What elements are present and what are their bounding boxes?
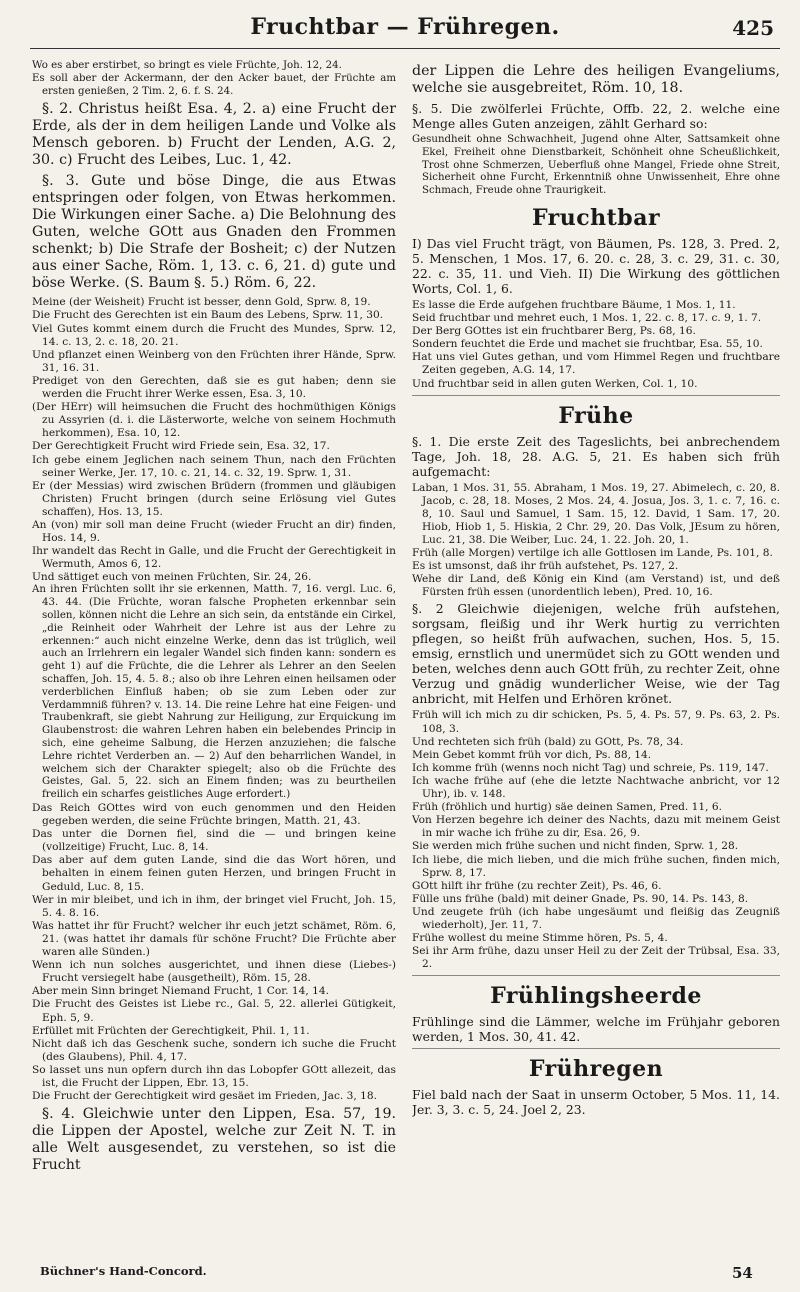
section-divider	[412, 975, 780, 976]
quotation: Und zeugete früh (ich habe ungesäumt und fleißig das Zeugniß wiederholt), Jer. 11, 7.	[412, 905, 780, 931]
quotation: Mein Gebet kommt früh vor dich, Ps. 88, 14.	[412, 748, 652, 761]
right-column	[412, 60, 780, 1260]
quotation: Und pflanzet einen Weinberg von den Früchten ihrer Hände, Sprw. 31, 16. 31.	[32, 348, 396, 374]
section-divider	[412, 395, 780, 396]
quotation: Wehe dir Land, deß König ein Kind (am Verstand) ist, und deß Fürsten früh essen (unordentlich leben), Pred. 10, 16.	[412, 573, 780, 599]
quotation: Frühe wollest du meine Stimme hören, Ps. 5, 4.	[412, 932, 668, 945]
quotation: Und sättiget euch von meinen Früchten, Sir. 24, 26.	[32, 571, 312, 584]
quotation: An (von) mir soll man deine Frucht (wieder Frucht an dir) finden, Hos. 14, 9.	[32, 518, 396, 545]
headword-fruchtbar: Fruchtbar	[531, 204, 661, 231]
quotation-commentary: An ihren Früchten sollt ihr sie erkennen, Matth. 7, 16. vergl. Luc. 6, 43. 44. (Die Früchte, woran falsche Propheten erkennbar sein sollen, können nicht die Lehre an sich sein, da entstände ein Cirkel, „die Reinheit oder Wahrheit der Lehre ist aus der Lehre zu erkennen:“ auch nicht einzelne Werke, denn das ist trüglich, weil auch an Irrlehrern ein legaler Wandel sich finden kann: sondern es geht 1) auf die Früchte, die die Lehrer als Lehrer an den Seelen schaffen, Joh. 15, 4. 5. 8.; also ob ihre Lehren einen heilsamen oder verderblichen Einfluß haben; ob sie zum Leben oder zur Verdammniß führen? v. 13. 14. Die reine Lehre hat eine Feigen- und Traubenkraft, sie giebt Nahrung zur Heiligung, zur Erquickung im Glaubenstrost: die wahren Lehren haben ein belebendes Princip in sich, eine geheime Salbung, die Herzen anzuziehen; die falsche Lehre richtet Verderben an. — 2) Auf den beharrlichen Wandel, in welchem sich der Charakter spiegelt; also ob die Früchte des Geistes, Gal. 5, 22. sich an Einem finden; was zu beurtheilen freilich ein scharfes geistliches Auge erfordert.)	[32, 584, 396, 801]
quotation: Von Herzen begehre ich deiner des Nachts, dazu mit meinem Geist in mir wache ich frühe zu dir, Esa. 26, 9.	[412, 814, 780, 840]
page-number: 425	[732, 16, 774, 40]
entry-paragraph: Es soll aber der Ackermann, der den Acker bauet, der Früchte am ersten genießen, 2 Tim. 2, 6. f. S. 24.	[32, 72, 396, 97]
quotation: Ich gebe einem Jeglichen nach seinem Thun, nach den Früchten seiner Werke, Jer. 17, 10. c. 21, 14. c. 32, 19. Sprw. 1, 31.	[32, 453, 396, 479]
page-header	[30, 12, 780, 49]
left-column	[32, 60, 396, 1238]
quotation: Sie werden mich frühe suchen und nicht finden, Sprw. 1, 28.	[412, 840, 739, 853]
quotation: Ich komme früh (wenns noch nicht Tag) und schreie, Ps. 119, 147.	[412, 761, 769, 774]
sheet-number: 54	[732, 1264, 753, 1282]
printer-signature: Büchner's Hand-Concord.	[40, 1264, 207, 1278]
quotation: Meine (der Weisheit) Frucht ist besser, denn Gold, Sprw. 8, 19.	[32, 296, 371, 309]
quotation: Es lasse die Erde aufgehen fruchtbare Bäume, 1 Mos. 1, 11.	[412, 298, 736, 311]
quotation: Wer in mir bleibet, und ich in ihm, der bringet viel Frucht, Joh. 15, 5. 4. 8. 16.	[32, 893, 396, 919]
quotation: Ich wache frühe auf (ehe die letzte Nachtwache anbricht, vor 12 Uhr), ib. v. 148.	[412, 774, 780, 801]
quotation: So lasset uns nun opfern durch ihn das Lobopfer GOtt allezeit, das ist, die Frucht der Lippen, Ebr. 13, 15.	[32, 1063, 396, 1089]
definition-paragraph: I) Das viel Frucht trägt, von Bäumen, Ps. 128, 3. Pred. 2, 5. Menschen, 1 Mos. 17, 6. 20. c. 28, 3. c. 29, 31. c. 30, 22. c. 35, 11. und Vieh. II) Die Wirkung des göttlichen Worts, Col. 1, 6.	[412, 235, 780, 296]
quotation: Wenn ich nun solches ausgerichtet, und ihnen diese (Liebes-) Frucht versiegelt habe (ausgetheilt), Röm. 15, 28.	[32, 959, 396, 985]
quotation: Der Gerechtigkeit Frucht wird Friede sein, Esa. 32, 17.	[32, 440, 330, 453]
entry-paragraph: Gesundheit ohne Schwachheit, Jugend ohne Alter, Sattsamkeit ohne Ekel, Freiheit ohne Dienstbarkeit, Schönheit ohne Scheußlichkeit, Trost ohne Schmerzen, Ueberfluß ohne Mangel, Friede ohne Streit, Sicherheit ohne Furcht, Erkenntniß ohne Unwissenheit, Ehre ohne Schmach, Freude ohne Traurigkeit.	[412, 134, 780, 197]
quotation: Laban, 1 Mos. 31, 55. Abraham, 1 Mos. 19, 27. Abimelech, c. 20, 8. Jacob, c. 28, 18. Moses, 2 Mos. 24, 4. Josua, Jos. 3, 1. c. 7, 16. c. 8, 10. Saul und Samuel, 1 Sam. 15, 12. David, 1 Sam. 17, 20. Hiob, Hiob 1, 5. Hiskia, 2 Chr. 29, 20. Das Volk, JEsum zu hören, Luc. 21, 38. Die Weiber, Luc. 24, 1. 22. Joh. 20, 1.	[412, 481, 780, 547]
quotation: Das unter die Dornen fiel, sind die — und bringen keine (vollzeitige) Frucht, Luc. 8, 14.	[32, 828, 396, 854]
quotation: (Der HErr) will heimsuchen die Frucht des hochmüthigen Königs zu Assyrien (d. i. die Lästerworte, welche von seinem Hochmuth herkommen), Esa. 10, 12.	[32, 401, 396, 440]
quotation: Der Berg GOttes ist ein fruchtbarer Berg, Ps. 68, 16.	[412, 325, 696, 338]
quotation: Das aber auf dem guten Lande, sind die das Wort hören, und behalten in einem feinen guten Herzen, und bringen Frucht in Geduld, Luc. 8, 15.	[32, 854, 396, 893]
quotation: Sei ihr Arm frühe, dazu unser Heil zu der Zeit der Trübsal, Esa. 33, 2.	[412, 945, 780, 971]
quotation: Seid fruchtbar und mehret euch, 1 Mos. 1, 22. c. 8, 17. c. 9, 1. 7.	[412, 312, 762, 325]
quotation: Nicht daß ich das Geschenk suche, sondern ich suche die Frucht (des Glaubens), Phil. 4, 17.	[32, 1037, 396, 1063]
quotation: Fülle uns frühe (bald) mit deiner Gnade, Ps. 90, 14. Ps. 143, 8.	[412, 892, 749, 905]
quotation: Hat uns viel Gutes gethan, und vom Himmel Regen und fruchtbare Zeiten gegeben, A.G. 14, 17.	[412, 351, 780, 377]
quotation: Die Frucht des Gerechten ist ein Baum des Lebens, Sprw. 11, 30.	[32, 309, 384, 322]
quotation: Prediget von den Gerechten, daß sie es gut haben; denn sie werden die Frucht ihrer Werke essen, Esa. 3, 10.	[32, 374, 396, 401]
headword-fruehe: Frühe	[558, 402, 634, 429]
section-paragraph: §. 4. Gleichwie unter den Lippen, Esa. 57, 19. die Lippen der Apostel, welche zur Zeit N. T. in alle Welt ausgesendet, zu verstehen, so ist die Frucht	[32, 1106, 396, 1174]
quotation: GOtt hilft ihr frühe (zu rechter Zeit), Ps. 46, 6.	[412, 879, 662, 892]
quotation: Viel Gutes kommt einem durch die Frucht des Mundes, Sprw. 12, 14. c. 13, 2. c. 18, 20. 21.	[32, 322, 396, 348]
quotation: Erfüllet mit Früchten der Gerechtigkeit, Phil. 1, 11.	[32, 1024, 310, 1037]
section-paragraph: §. 5. Die zwölferlei Früchte, Offb. 22, 2. welche eine Menge alles Guten anzeigen, zählt Gerhard so:	[412, 101, 780, 131]
entry-paragraph: Wo es aber erstirbet, so bringt es viele Früchte, Joh. 12, 24.	[32, 60, 342, 71]
quotation: Die Frucht des Geistes ist Liebe rc., Gal. 5, 22. allerlei Gütigkeit, Eph. 5, 9.	[32, 998, 396, 1024]
headword-fruehlingsheerde: Frühlingsheerde	[490, 983, 702, 1010]
quotation: Sondern feuchtet die Erde und machet sie fruchtbar, Esa. 55, 10.	[412, 338, 763, 351]
definition-paragraph: Frühlinge sind die Lämmer, welche im Frühjahr geboren werden, 1 Mos. 30, 41. 42.	[412, 1014, 780, 1045]
quotation: Ich liebe, die mich lieben, und die mich frühe suchen, finden mich, Sprw. 8, 17.	[412, 853, 780, 879]
definition-paragraph: §. 2 Gleichwie diejenigen, welche früh aufstehen, sorgsam, fleißig und ihr Werk hurtig zu verrichten pflegen, so heißt früh aufwachen, suchen, Hos. 5, 15. emsig, ernstlich und unermüdet sich zu GOtt wenden und beten, welches denn auch GOtt früh, zu rechter Zeit, ohne Verzug und gnädig wunderlicher Weise, wie der Tag anbricht, mit Helfen und Erhören krönet.	[412, 601, 780, 707]
definition-paragraph: Fiel bald nach der Saat in unserm October, 5 Mos. 11, 14. Jer. 3, 3. c. 5, 24. Joel 2, 23.	[412, 1087, 780, 1118]
quotation: Ihr wandelt das Recht in Galle, und die Frucht der Gerechtigkeit in Wermuth, Amos 6, 12.	[32, 545, 396, 571]
quotation: Früh will ich mich zu dir schicken, Ps. 5, 4. Ps. 57, 9. Ps. 63, 2. Ps. 108, 3.	[412, 709, 780, 735]
quotation: Früh (alle Morgen) vertilge ich alle Gottlosen im Lande, Ps. 101, 8.	[412, 547, 773, 560]
quotation: Früh (fröhlich und hurtig) säe deinen Samen, Pred. 11, 6.	[412, 801, 722, 814]
running-title: Fruchtbar — Frühregen.	[250, 14, 560, 40]
section-paragraph: der Lippen die Lehre des heiligen Evangeliums, welche sie ausgebreitet, Röm. 10, 18.	[412, 63, 780, 96]
section-paragraph: §. 3. Gute und böse Dinge, die aus Etwas entspringen oder folgen, von Etwas herkommen. Die Wirkungen einer Sache. a) Die Belohnung des Guten, welche GOtt aus Gnaden den Frommen schenkt; b) Die Strafe der Bosheit; c) der Nutzen aus einer Sache, Röm. 1, 13. c. 6, 21. d) gute und böse Werke. (S. Baum §. 5.) Röm. 6, 22.	[32, 173, 396, 292]
quotation: Was hattet ihr für Frucht? welcher ihr euch jetzt schämet, Röm. 6, 21. (was hattet ihr damals für schöne Frucht? Die Früchte aber waren alle Sünden.)	[32, 919, 396, 959]
quotation: Es ist umsonst, daß ihr früh aufstehet, Ps. 127, 2.	[412, 560, 679, 573]
definition-paragraph: §. 1. Die erste Zeit des Tageslichts, bei anbrechendem Tage, Joh. 18, 28. A.G. 5, 21. Es haben sich früh aufgemacht:	[412, 433, 780, 479]
headword-fruehregen: Frühregen	[528, 1056, 664, 1083]
section-paragraph: §. 2. Christus heißt Esa. 4, 2. a) eine Frucht der Erde, als der in dem heiligen Lande und Volke als Mensch geboren. b) Frucht der Lenden, A.G. 2, 30. c) Frucht des Leibes, Luc. 1, 42.	[32, 101, 396, 169]
quotation: Die Frucht der Gerechtigkeit wird gesäet im Frieden, Jac. 3, 18.	[32, 1090, 377, 1103]
quotation: Er (der Messias) wird zwischen Brüdern (frommen und gläubigen Christen) Frucht bringen (durch seine Erlösung viel Gutes schaffen), Hos. 13, 15.	[32, 479, 396, 518]
quotation: Und rechteten sich früh (bald) zu GOtt, Ps. 78, 34.	[412, 735, 684, 748]
section-divider	[412, 1048, 780, 1049]
quotation: Aber mein Sinn bringet Niemand Frucht, 1 Cor. 14, 14.	[32, 985, 329, 998]
quotation: Und fruchtbar seid in allen guten Werken, Col. 1, 10.	[412, 377, 698, 390]
quotation: Das Reich GOttes wird von euch genommen und den Heiden gegeben werden, die seine Früchte bringen, Matth. 21, 43.	[32, 802, 396, 828]
